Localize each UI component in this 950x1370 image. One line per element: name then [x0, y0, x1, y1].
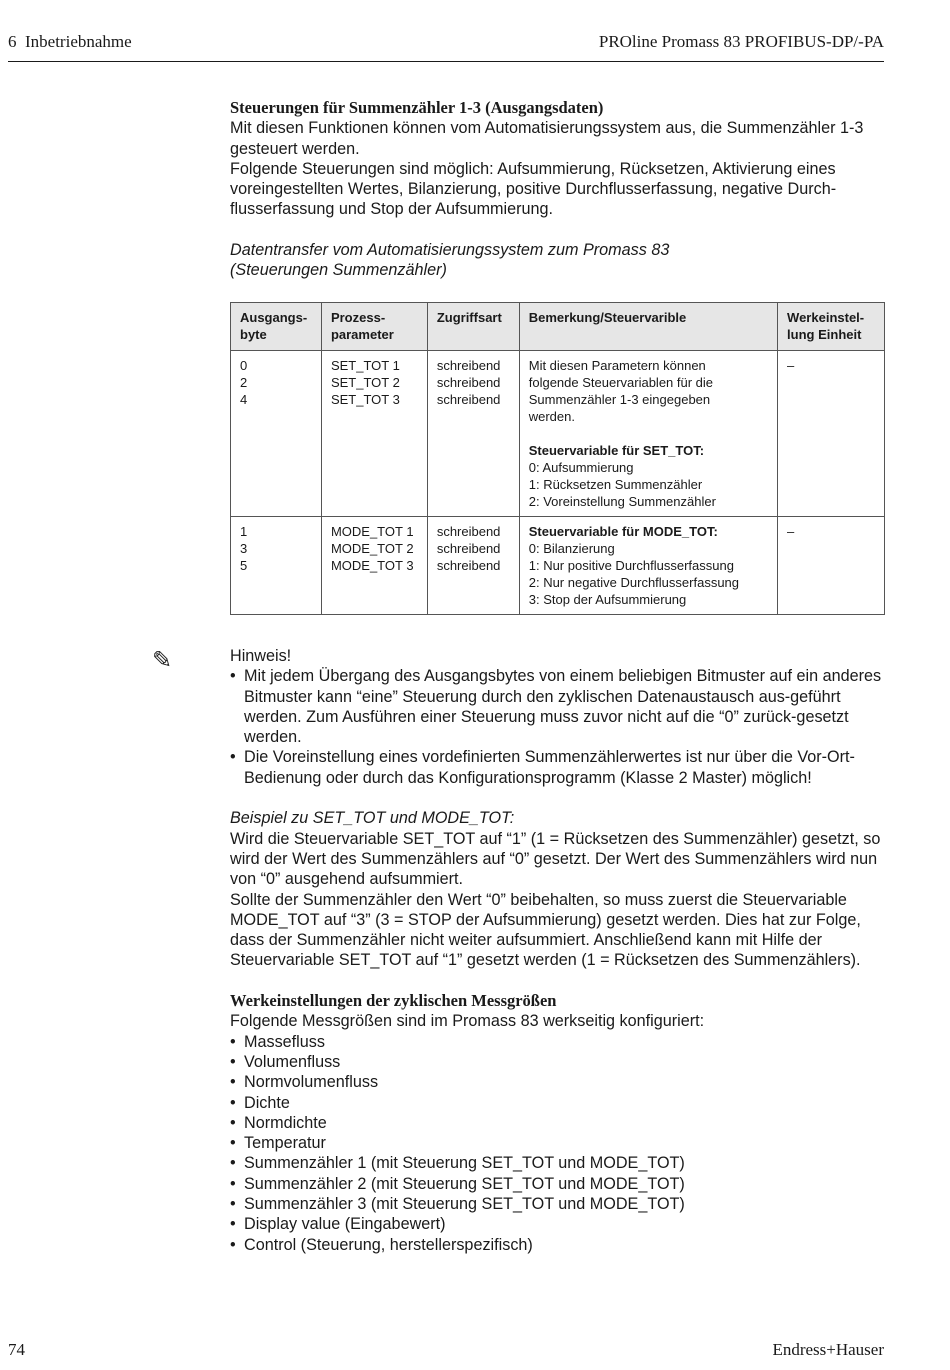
- controls-paragraph: Folgende Steuerungen sind möglich: Aufsummierung, Rücksetzen, Aktivierung eines voreingestellten Wertes, Bilanzierung, positive Durchflusserfassung, negative Durch-flusserfassung und Stop der Aufsummierung.: [230, 159, 837, 219]
- cell-remark: [519, 350, 777, 516]
- output-data-table: [230, 302, 885, 615]
- list-item: • Control (Steuerung, herstellerspezifisch): [230, 1235, 886, 1255]
- list-item: • Temperatur: [230, 1133, 886, 1153]
- remark-intro: Mit diesen Parametern können folgende Steuervariablen für die Summenzähler 1-3 eingegeben werden.: [528, 357, 714, 424]
- cell-remark: [519, 516, 777, 614]
- intro-paragraph: Mit diesen Funktionen können vom Automatisierungssystem aus, die Summenzähler 1-3 gesteuert werden.: [230, 119, 864, 158]
- pencil-icon: ✎: [152, 647, 173, 674]
- note-bullet-list: [230, 666, 886, 788]
- col-header-default-unit: Werkeinstel- lung Einheit: [778, 302, 885, 350]
- example-paragraph-2: Sollte der Summenzähler den Wert “0” beibehalten, so muss zuerst die Steuervariable MODE_TOT auf “3” (3 = STOP der Aufsummierung) gesetzt werden. Dies hat zur Folge, dass der Summenzähler nicht weiter aufsummiert. Anschließend kann mit Hilfe der Steuervariable SET_TOT auf “1” gesetzt werden (1 = Rücksetzen des Summenzählers).: [230, 890, 861, 970]
- list-item: • Display value (Eingabewert): [230, 1214, 886, 1234]
- list-item: • Summenzähler 3 (mit Steuerung SET_TOT und MODE_TOT): [230, 1194, 886, 1214]
- cyclic-intro: Folgende Messgrößen sind im Promass 83 werkseitig konfiguriert:: [230, 1012, 705, 1031]
- cell-params: MODE_TOT 1 MODE_TOT 2 MODE_TOT 3: [321, 516, 427, 614]
- list-item: • Volumenfluss: [230, 1052, 886, 1072]
- col-header-process-parameter: Prozess- parameter: [321, 302, 427, 350]
- note-title: Hinweis!: [230, 647, 292, 665]
- note-section: [230, 646, 886, 1255]
- header-product: PROline Promass 83 PROFIBUS-DP/-PA: [598, 32, 884, 51]
- list-item: • Mit jedem Übergang des Ausgangsbytes von einem beliebigen Bitmuster auf ein anderes Bitmuster kann “eine” Steuerung durch den zyklischen Datenaustausch aus-geführt werden. Zum Ausführen einer Steuerung muss zuvor nicht auf die “0” zurück-gesetzt werden.: [230, 666, 886, 747]
- cell-params: SET_TOT 1 SET_TOT 2 SET_TOT 3: [321, 350, 427, 516]
- main-content: [230, 98, 885, 615]
- cell-bytes: 0 2 4: [231, 350, 322, 516]
- remark-title: Steuervariable für SET_TOT:: [528, 442, 705, 458]
- example-title: Beispiel zu SET_TOT und MODE_TOT:: [230, 809, 515, 828]
- list-item: • Die Voreinstellung eines vordefinierten Summenzählerwertes ist nur über die Vor-Ort-Bedienung oder durch das Konfigurationsprogramm (Klasse 2 Master) möglich!: [230, 747, 886, 788]
- measured-values-list: [230, 1032, 886, 1255]
- page-number: 74: [8, 1340, 25, 1359]
- cell-bytes: 1 3 5: [231, 516, 322, 614]
- cell-default: –: [778, 350, 885, 516]
- cell-default: –: [778, 516, 885, 614]
- list-item: • Massefluss: [230, 1032, 886, 1052]
- list-item: • Summenzähler 1 (mit Steuerung SET_TOT und MODE_TOT): [230, 1153, 886, 1173]
- table-row: [231, 516, 885, 614]
- header-section: 6 Inbetriebnahme: [8, 32, 132, 51]
- table-row: [231, 350, 885, 516]
- col-header-output-byte: Ausgangs- byte: [231, 302, 322, 350]
- remark-title: Steuervariable für MODE_TOT:: [528, 523, 718, 539]
- cell-access: schreibend schreibend schreibend: [427, 516, 519, 614]
- brand-name: Endress+Hauser: [772, 1340, 884, 1359]
- list-item: • Normvolumenfluss: [230, 1072, 886, 1092]
- col-header-access-type: Zugriffsart: [427, 302, 519, 350]
- list-item: • Dichte: [230, 1093, 886, 1113]
- remark-items: 0: Aufsummierung 1: Rücksetzen Summenzähler 2: Voreinstellung Summenzähler: [528, 459, 716, 509]
- col-header-remark: Bemerkung/Steuervarible: [519, 302, 777, 350]
- table-caption-line1: Datentransfer vom Automatisierungssystem zum Promass 83: [230, 241, 670, 260]
- page-header: [8, 32, 884, 62]
- remark-items: 0: Bilanzierung 1: Nur positive Durchflusserfassung 2: Nur negative Durchflusserfassung 3: Stop der Aufsummierung: [528, 540, 740, 607]
- list-item: • Normdichte: [230, 1113, 886, 1133]
- section-heading-totalizer-control: Steuerungen für Summenzähler 1-3 (Ausgangsdaten): [230, 98, 604, 117]
- example-paragraph-1: Wird die Steuervariable SET_TOT auf “1” (1 = Rücksetzen des Summenzähler) gesetzt, so wird der Wert des Summenzählers auf “0” gesetzt. Der Wert des Summenzählers wird nun von “0” ausgehend aufsummiert.: [230, 829, 881, 889]
- cell-access: schreibend schreibend schreibend: [427, 350, 519, 516]
- table-header-row: [231, 302, 885, 350]
- section-heading-cyclic-defaults: Werkeinstellungen der zyklischen Messgrößen: [230, 991, 557, 1011]
- table-caption-line2: (Steuerungen Summenzähler): [230, 261, 447, 280]
- list-item: • Summenzähler 2 (mit Steuerung SET_TOT und MODE_TOT): [230, 1174, 886, 1194]
